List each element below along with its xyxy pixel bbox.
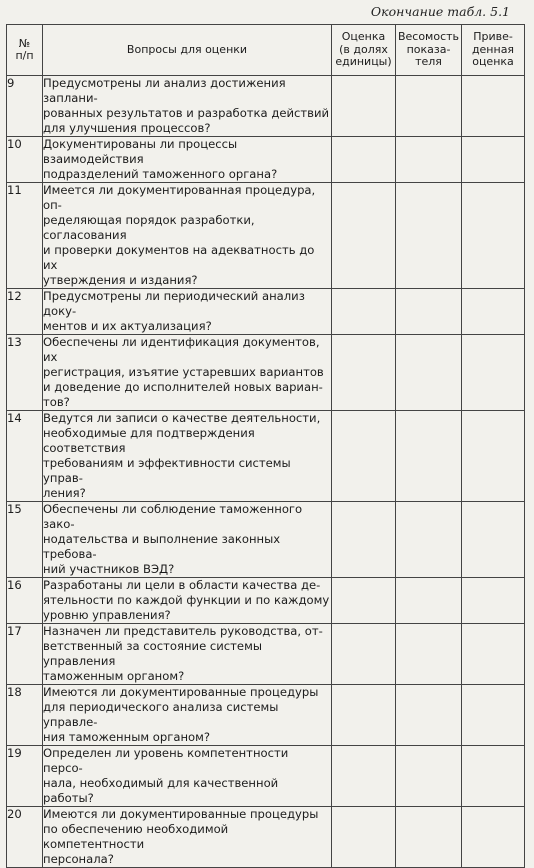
question-line: таможенным органом?	[43, 669, 185, 683]
question-line: и проверки документов на адекватность до их	[43, 243, 315, 272]
row-number: 12	[7, 289, 43, 335]
weight-cell[interactable]	[396, 76, 462, 137]
evaluation-table	[6, 24, 525, 868]
adjusted-cell[interactable]	[462, 137, 525, 183]
question-line: ментов и их актуализация?	[43, 319, 212, 333]
question-text	[43, 502, 332, 578]
table-row	[7, 578, 525, 624]
weight-cell[interactable]	[396, 807, 462, 868]
score-cell[interactable]	[332, 335, 396, 411]
header-weight: Весомость показа- теля	[396, 25, 462, 76]
weight-cell[interactable]	[396, 502, 462, 578]
question-line: требованиям и эффективности системы управ-	[43, 456, 291, 485]
question-line: Обеспечены ли идентификация документов, их	[43, 335, 320, 364]
row-number: 16	[7, 578, 43, 624]
question-line: Имеются ли документированные процедуры	[43, 807, 319, 821]
row-number: 17	[7, 624, 43, 685]
question-line: Ведутся ли записи о качестве деятельности,	[43, 411, 321, 425]
table-body	[7, 76, 525, 868]
question-line: рованных результатов и разработка действий	[43, 106, 330, 120]
score-cell[interactable]	[332, 624, 396, 685]
score-cell[interactable]	[332, 76, 396, 137]
question-line: тов?	[43, 395, 70, 409]
question-line: Имеется ли документированная процедура, оп-	[43, 183, 316, 212]
question-line: Предусмотрены ли анализ достижения заплани-	[43, 76, 286, 105]
question-line: Разработаны ли цели в области качества де-	[43, 578, 321, 592]
question-text	[43, 76, 332, 137]
question-text	[43, 746, 332, 807]
question-text	[43, 578, 332, 624]
weight-cell[interactable]	[396, 183, 462, 289]
question-text	[43, 411, 332, 502]
question-line: персонала?	[43, 852, 114, 866]
question-line: Документированы ли процессы взаимодействия	[43, 137, 238, 166]
row-number: 20	[7, 807, 43, 868]
question-line: для улучшения процессов?	[43, 121, 211, 135]
score-cell[interactable]	[332, 578, 396, 624]
row-number: 14	[7, 411, 43, 502]
table-row	[7, 807, 525, 868]
weight-cell[interactable]	[396, 578, 462, 624]
question-text	[43, 335, 332, 411]
header-num: № п/п	[7, 25, 43, 76]
question-line: регистрация, изъятие устаревших вариантов	[43, 365, 324, 379]
weight-cell[interactable]	[396, 137, 462, 183]
question-text	[43, 137, 332, 183]
question-line: ятельности по каждой функции и по каждому	[43, 593, 330, 607]
adjusted-cell[interactable]	[462, 746, 525, 807]
table-row	[7, 289, 525, 335]
adjusted-cell[interactable]	[462, 502, 525, 578]
question-line: ления?	[43, 486, 86, 500]
question-line: Назначен ли представитель руководства, от-	[43, 624, 323, 638]
question-line: нодательства и выполнение законных требова-	[43, 532, 281, 561]
question-line: ветственный за состояние системы управления	[43, 639, 262, 668]
score-cell[interactable]	[332, 502, 396, 578]
question-line: Предусмотрены ли периодический анализ доку-	[43, 289, 305, 318]
table-row	[7, 685, 525, 746]
score-cell[interactable]	[332, 137, 396, 183]
question-text	[43, 685, 332, 746]
question-line: подразделений таможенного органа?	[43, 167, 278, 181]
question-text	[43, 289, 332, 335]
header-adjusted: Приве- денная оценка	[462, 25, 525, 76]
question-line: для периодического анализа системы управле-	[43, 700, 279, 729]
table-row	[7, 746, 525, 807]
row-number: 15	[7, 502, 43, 578]
adjusted-cell[interactable]	[462, 335, 525, 411]
question-line: Имеются ли документированные процедуры	[43, 685, 319, 699]
weight-cell[interactable]	[396, 685, 462, 746]
score-cell[interactable]	[332, 183, 396, 289]
weight-cell[interactable]	[396, 289, 462, 335]
question-text	[43, 183, 332, 289]
question-line: ределяющая порядок разработки, согласования	[43, 213, 255, 242]
table-row	[7, 335, 525, 411]
row-number: 11	[7, 183, 43, 289]
score-cell[interactable]	[332, 807, 396, 868]
weight-cell[interactable]	[396, 746, 462, 807]
score-cell[interactable]	[332, 411, 396, 502]
weight-cell[interactable]	[396, 411, 462, 502]
question-line: по обеспечению необходимой компетентности	[43, 822, 229, 851]
table-row	[7, 624, 525, 685]
row-number: 10	[7, 137, 43, 183]
table-row	[7, 76, 525, 137]
score-cell[interactable]	[332, 289, 396, 335]
adjusted-cell[interactable]	[462, 289, 525, 335]
weight-cell[interactable]	[396, 335, 462, 411]
table-caption: Окончание табл. 5.1	[370, 4, 510, 19]
score-cell[interactable]	[332, 746, 396, 807]
row-number: 9	[7, 76, 43, 137]
question-line: уровню управления?	[43, 608, 171, 622]
score-cell[interactable]	[332, 685, 396, 746]
adjusted-cell[interactable]	[462, 411, 525, 502]
table-row	[7, 502, 525, 578]
adjusted-cell[interactable]	[462, 578, 525, 624]
row-number: 13	[7, 335, 43, 411]
header-score: Оценка (в долях единицы)	[332, 25, 396, 76]
question-line: Определен ли уровень компетентности персо-	[43, 746, 289, 775]
question-line: утверждения и издания?	[43, 273, 198, 287]
row-number: 18	[7, 685, 43, 746]
question-line: и доведение до исполнителей новых вариан-	[43, 380, 323, 394]
question-text	[43, 807, 332, 868]
adjusted-cell[interactable]	[462, 76, 525, 137]
question-line: нала, необходимый для качественной работы?	[43, 776, 279, 805]
question-text	[43, 624, 332, 685]
row-number: 19	[7, 746, 43, 807]
table-row	[7, 411, 525, 502]
adjusted-cell[interactable]	[462, 807, 525, 868]
adjusted-cell[interactable]	[462, 685, 525, 746]
header-row	[7, 25, 525, 76]
header-question: Вопросы для оценки	[43, 25, 332, 76]
question-line: необходимые для подтверждения соответствия	[43, 426, 255, 455]
weight-cell[interactable]	[396, 624, 462, 685]
adjusted-cell[interactable]	[462, 624, 525, 685]
question-line: ния таможенным органом?	[43, 730, 211, 744]
adjusted-cell[interactable]	[462, 183, 525, 289]
table-row	[7, 183, 525, 289]
table-row	[7, 137, 525, 183]
question-line: Обеспечены ли соблюдение таможенного зако-	[43, 502, 303, 531]
question-line: ний участников ВЭД?	[43, 562, 175, 576]
